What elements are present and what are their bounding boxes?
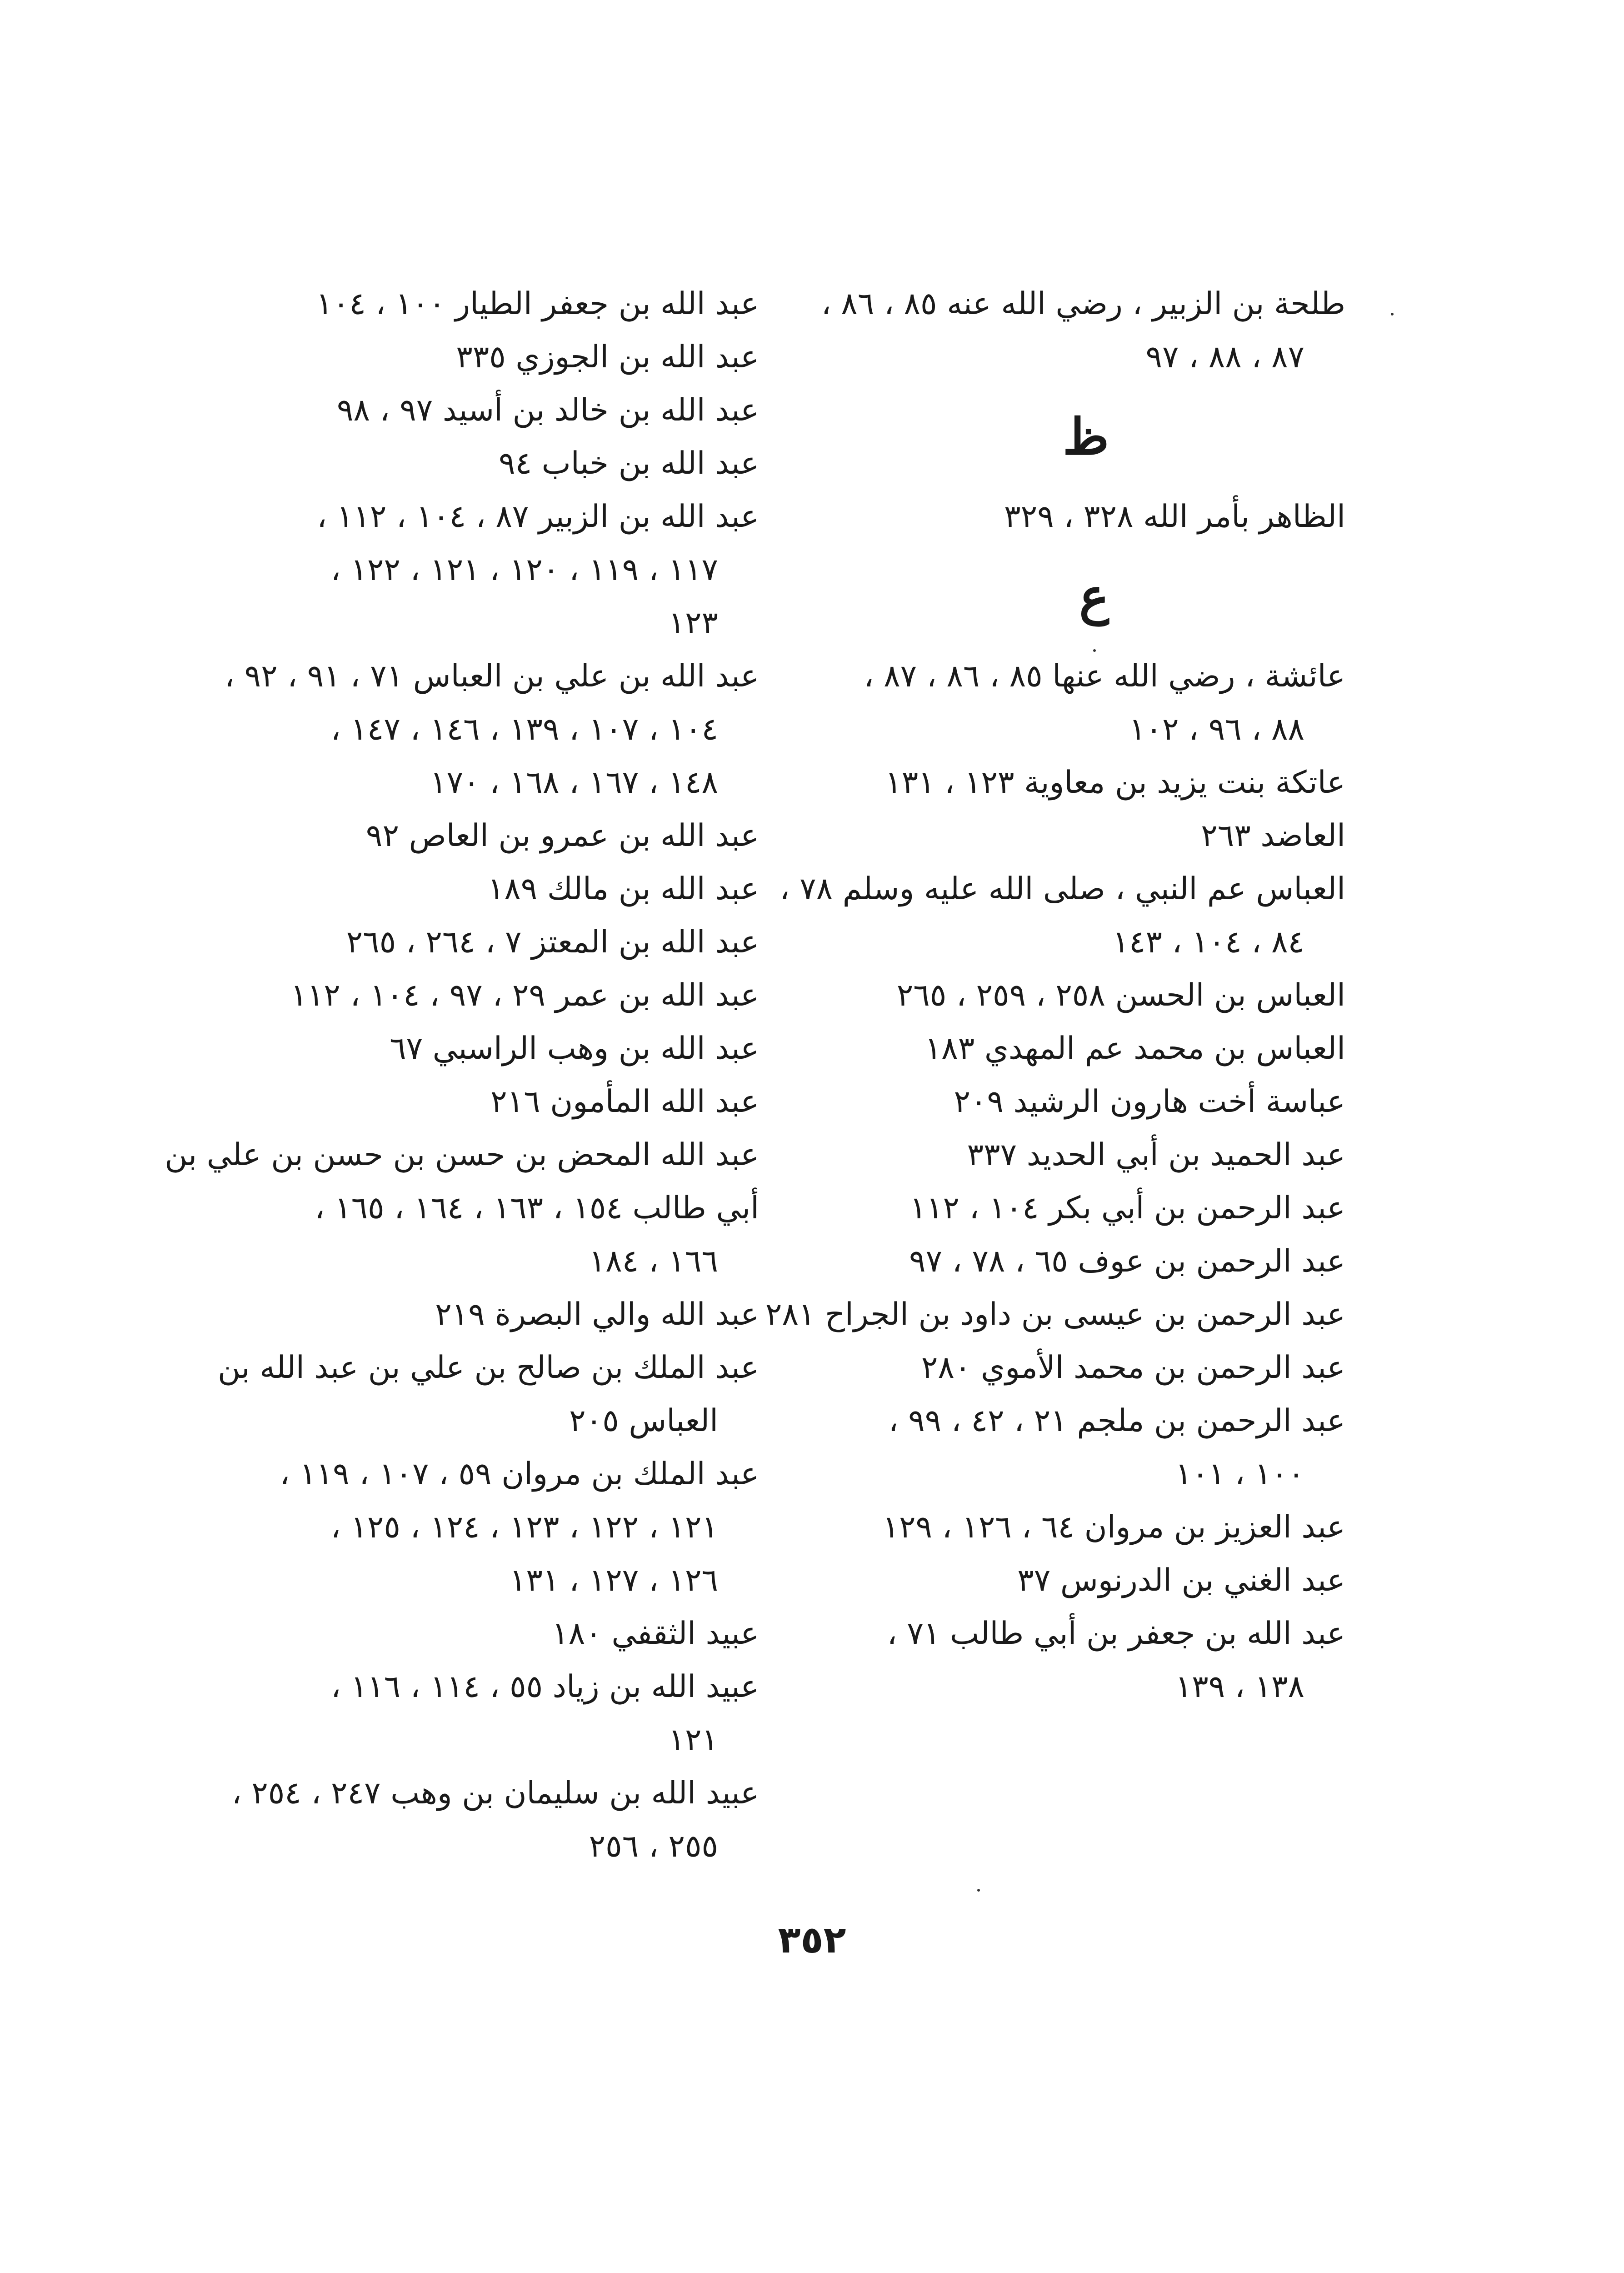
index-entry: عبد الرحمن بن عيسى بن داود بن الجراح ٢٨١ (765, 1297, 1345, 1332)
index-entry-continuation: ١٢١ (668, 1722, 718, 1758)
index-entry: عبد الله المأمون ٢١٦ (490, 1084, 759, 1120)
index-entry-continuation: ١٢٦ ، ١٢٧ ، ١٣١ (509, 1562, 718, 1598)
index-column-left (165, 277, 759, 1873)
index-entry-continuation: العباس ٢٠٥ (569, 1403, 718, 1439)
index-entry: عبد الله بن خالد بن أسيد ٩٧ ، ٩٨ (337, 392, 759, 428)
index-entry-continuation: ٨٧ ، ٨٨ ، ٩٧ (1145, 339, 1304, 375)
index-entry-continuation: ٢٥٥ ، ٢٥٦ (589, 1828, 718, 1864)
index-entry: عبد الله بن عمر ٢٩ ، ٩٧ ، ١٠٤ ، ١١٢ (290, 977, 759, 1013)
index-entry: عاتكة بنت يزيد بن معاوية ١٢٣ ، ١٣١ (885, 765, 1345, 801)
index-entry-continuation: ١٠٤ ، ١٠٧ ، ١٣٩ ، ١٤٦ ، ١٤٧ ، (330, 711, 718, 747)
index-entry: عبد الرحمن بن محمد الأموي ٢٨٠ (921, 1350, 1345, 1386)
index-entry-continuation: ٨٨ ، ٩٦ ، ١٠٢ (1129, 711, 1304, 747)
index-entry: عبد الله بن جعفر بن أبي طالب ٧١ ، (887, 1616, 1345, 1652)
index-entry: العاضد ٢٦٣ (1201, 818, 1345, 854)
index-entry: عبد الله بن مالك ١٨٩ (487, 871, 759, 907)
index-entry: طلحة بن الزبير ، رضي الله عنه ٨٥ ، ٨٦ ، (821, 286, 1345, 322)
index-entry: عبد الله بن علي بن العباس ٧١ ، ٩١ ، ٩٢ ، (225, 658, 759, 694)
index-entry: عبد الرحمن بن عوف ٦٥ ، ٧٨ ، ٩٧ (909, 1243, 1345, 1279)
index-entry: الظاهر بأمر الله ٣٢٨ ، ٣٢٩ (1004, 499, 1345, 535)
index-entry: عبد الله المحض بن حسن بن حسن بن علي بن (165, 1137, 759, 1173)
index-entry-continuation: ٨٤ ، ١٠٤ ، ١٤٣ (1112, 924, 1304, 960)
index-entry: أبي طالب ١٥٤ ، ١٦٣ ، ١٦٤ ، ١٦٥ ، (315, 1190, 759, 1226)
index-entry: عباسة أخت هارون الرشيد ٢٠٩ (954, 1084, 1345, 1120)
index-entry: عبد العزيز بن مروان ٦٤ ، ١٢٦ ، ١٢٩ (882, 1509, 1345, 1545)
index-entry: عبد الله بن المعتز ٧ ، ٢٦٤ ، ٢٦٥ (346, 924, 759, 960)
index-entry: عبد الغني بن الدرنوس ٣٧ (1017, 1562, 1345, 1598)
index-entry: عبد الله بن عمرو بن العاص ٩٢ (365, 818, 759, 854)
section-letter-heading: ظ (1063, 407, 1109, 466)
index-entry: عبد الله والي البصرة ٢١٩ (435, 1297, 759, 1332)
index-entry: عبد الله بن جعفر الطيار ١٠٠ ، ١٠٤ (316, 286, 759, 322)
index-entry: عبد الرحمن بن ملجم ٢١ ، ٤٢ ، ٩٩ ، (888, 1403, 1345, 1439)
index-entry: العباس عم النبي ، صلى الله عليه وسلم ٧٨ ، (780, 871, 1345, 907)
index-entry: عبد الله بن الجوزي ٣٣٥ (456, 339, 759, 375)
index-entry-continuation: ١١٧ ، ١١٩ ، ١٢٠ ، ١٢١ ، ١٢٢ ، (330, 552, 718, 588)
index-entry: عبد الله بن خباب ٩٤ (499, 446, 759, 481)
index-entry-continuation: ١٢٣ (668, 605, 718, 641)
scan-speck (1391, 313, 1394, 315)
index-entry: عبيد الثقفي ١٨٠ (552, 1616, 759, 1652)
index-entry-continuation: ١٣٨ ، ١٣٩ (1175, 1669, 1304, 1705)
index-entry: عبد الرحمن بن أبي بكر ١٠٤ ، ١١٢ (909, 1190, 1345, 1226)
index-column-right (765, 277, 1345, 1713)
index-entry: عبيد الله بن زياد ٥٥ ، ١١٤ ، ١١٦ ، (331, 1669, 759, 1705)
index-entry: عبد الملك بن مروان ٥٩ ، ١٠٧ ، ١١٩ ، (280, 1456, 759, 1492)
index-entry-continuation: ١٠٠ ، ١٠١ (1175, 1456, 1304, 1492)
index-entry: عائشة ، رضي الله عنها ٨٥ ، ٨٦ ، ٨٧ ، (864, 658, 1345, 694)
index-entry: عبيد الله بن سليمان بن وهب ٢٤٧ ، ٢٥٤ ، (231, 1775, 759, 1811)
index-entry-continuation: ١٤٨ ، ١٦٧ ، ١٦٨ ، ١٧٠ (430, 765, 718, 801)
scan-speck (1093, 649, 1096, 652)
section-letter-heading: ع (1079, 567, 1109, 626)
index-entry: عبد الله بن الزبير ٨٧ ، ١٠٤ ، ١١٢ ، (317, 499, 759, 535)
index-entry: عبد الله بن وهب الراسبي ٦٧ (390, 1031, 759, 1066)
index-entry: عبد الملك بن صالح بن علي بن عبد الله بن (217, 1350, 759, 1386)
index-entry: العباس بن محمد عم المهدي ١٨٣ (924, 1031, 1345, 1066)
index-entry-continuation: ١٢١ ، ١٢٢ ، ١٢٣ ، ١٢٤ ، ١٢٥ ، (330, 1509, 718, 1545)
index-entry: العباس بن الحسن ٢٥٨ ، ٢٥٩ ، ٢٦٥ (896, 977, 1345, 1013)
index-entry: عبد الحميد بن أبي الحديد ٣٣٧ (967, 1137, 1345, 1173)
page-number: ٣٥٢ (778, 1918, 846, 1962)
scan-speck (977, 1889, 980, 1892)
index-entry-continuation: ١٦٦ ، ١٨٤ (589, 1243, 718, 1279)
